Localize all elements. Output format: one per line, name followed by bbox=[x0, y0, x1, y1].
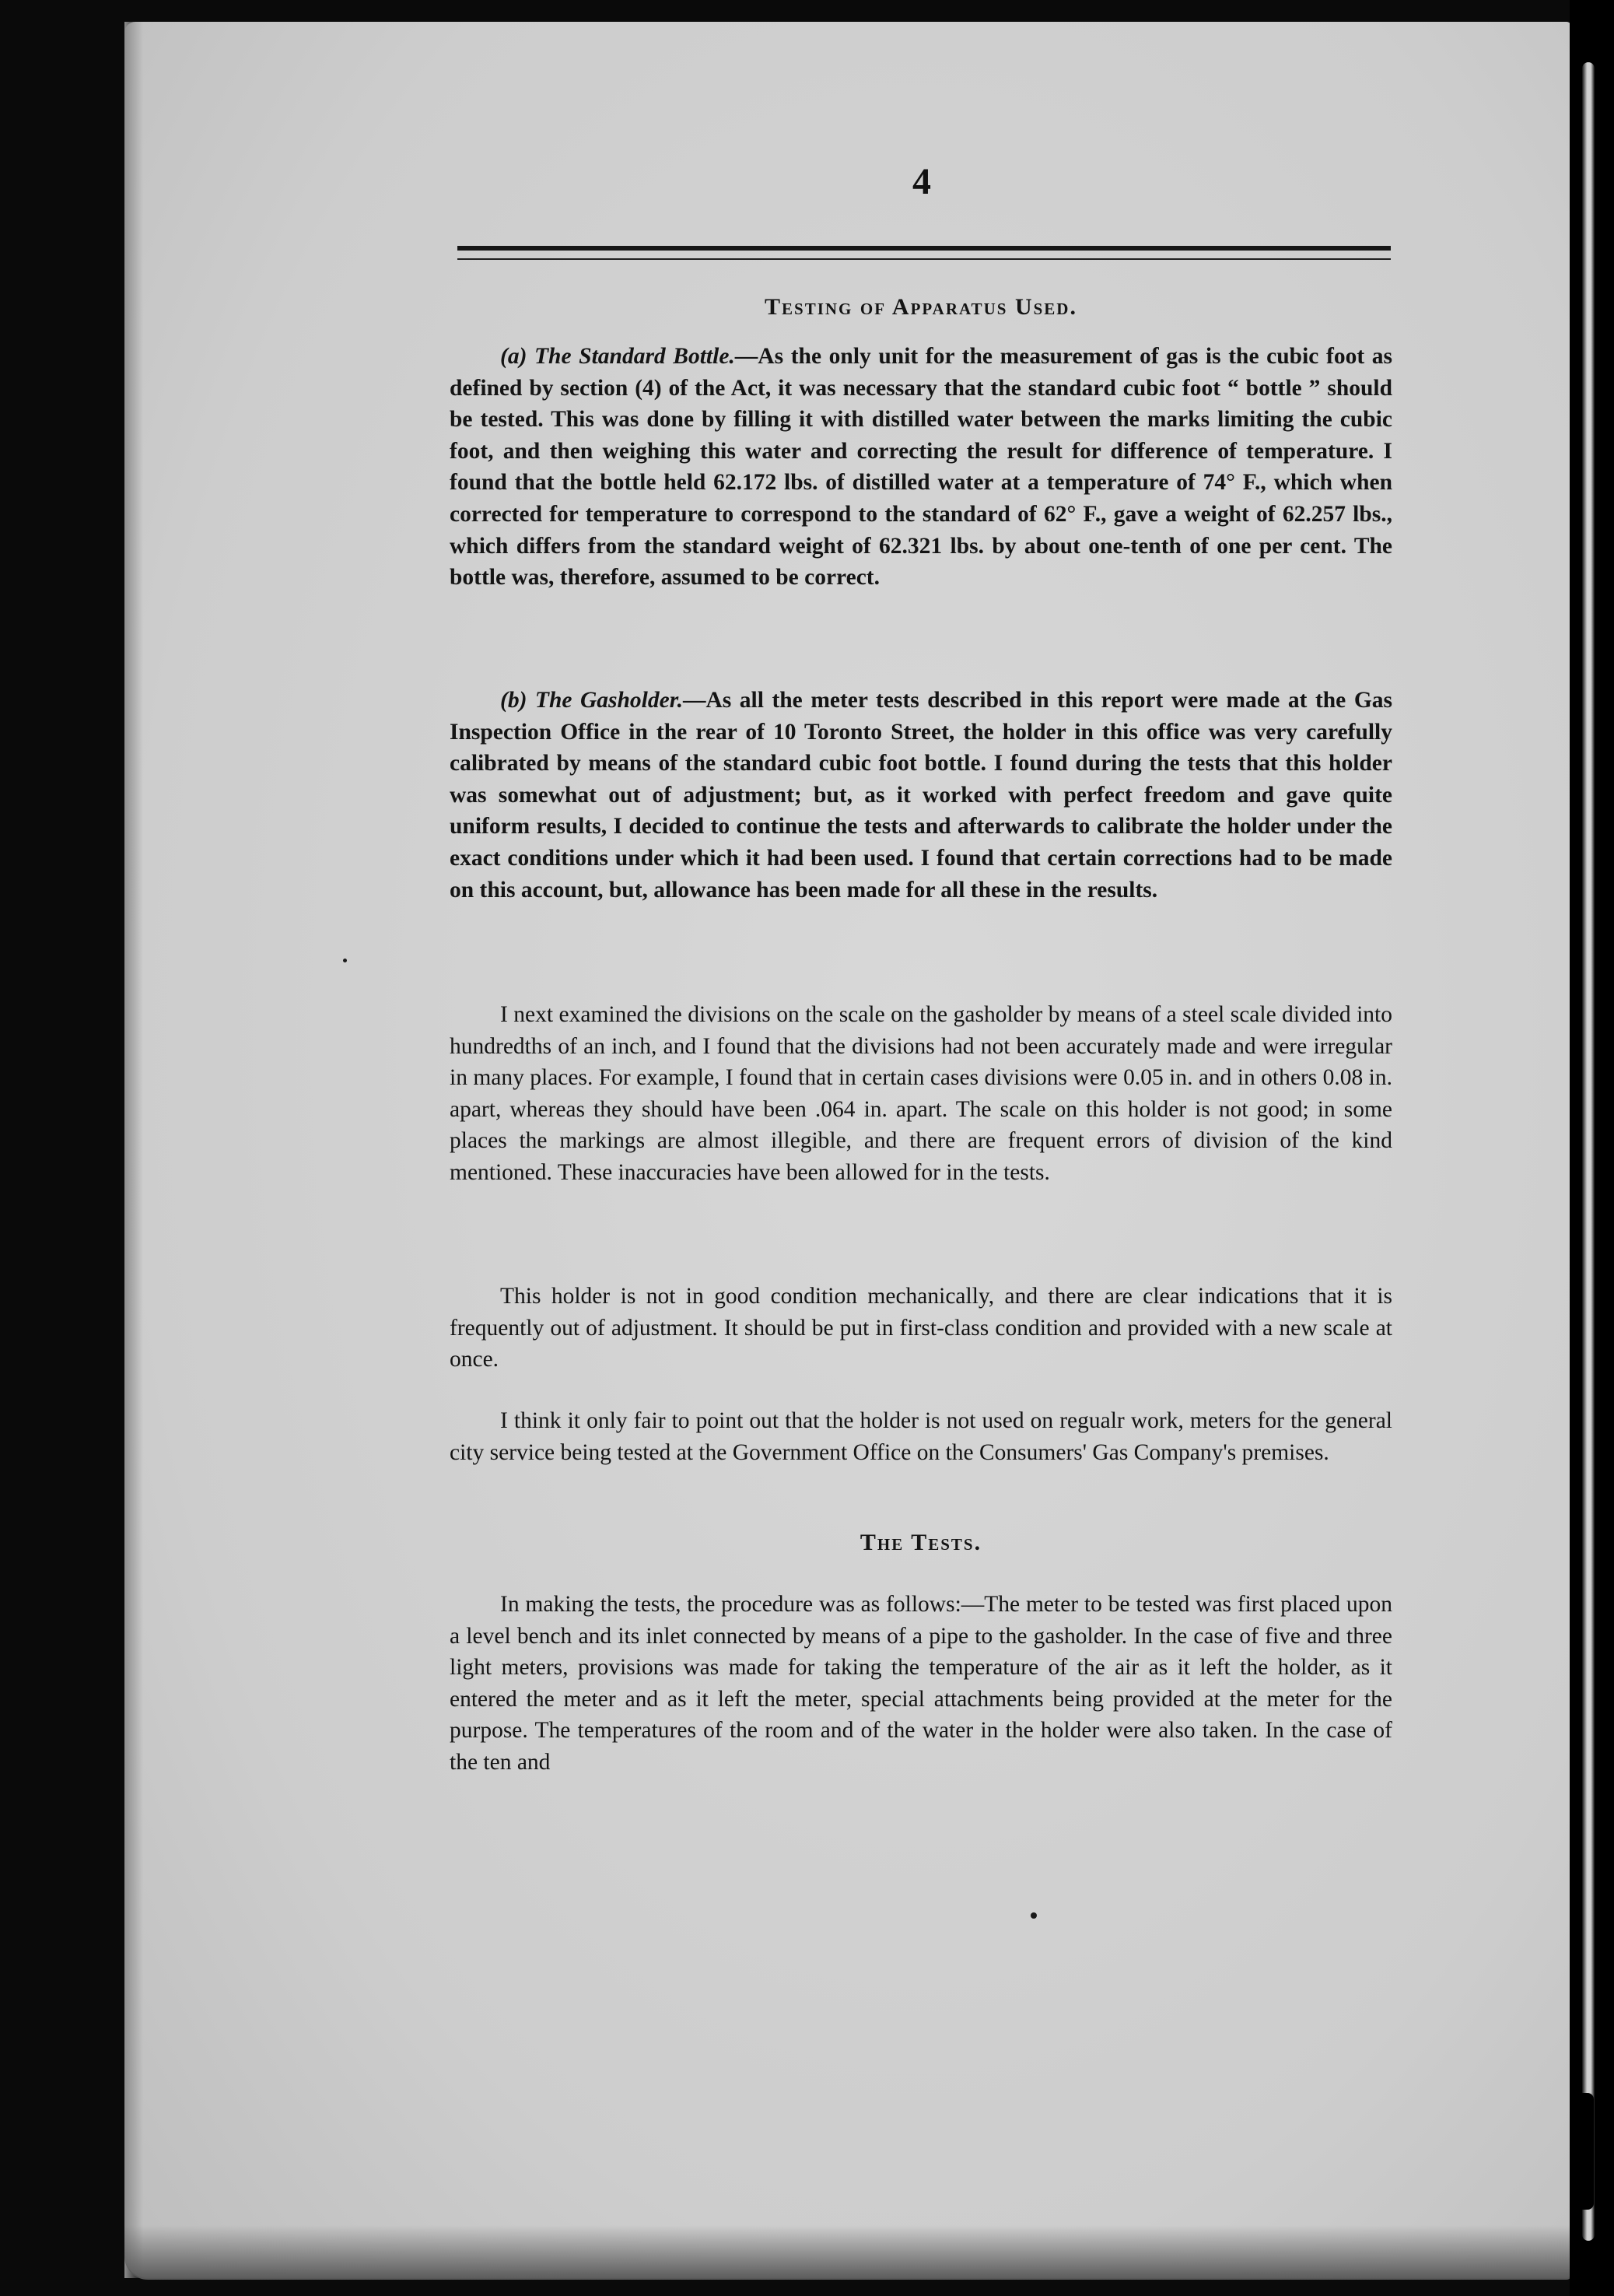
paragraph-lead: (a) The Standard Bottle. bbox=[500, 344, 735, 369]
section-heading-apparatus: Testing of Apparatus Used. bbox=[765, 294, 1077, 320]
header-rule-thick bbox=[457, 246, 1391, 251]
ink-speck bbox=[1031, 1912, 1037, 1919]
paragraph-procedure bbox=[450, 1589, 1392, 1779]
section-heading-tests: The Tests. bbox=[860, 1530, 982, 1555]
ink-speck bbox=[343, 959, 347, 962]
header-rule-thin bbox=[457, 258, 1391, 260]
paragraph-text: —As the only unit for the measurement of gas is the cubic foot as defined by section (4) of the Act, it was necessary that the standard cubic foot “ bottle ” should be tested. This was done by filling it with distilled water between the marks limiting the cubic foot, and then weighing this water and correcting the result for difference of temperature. I found that the bottle held 62.172 lbs. of distilled water at a temperature of 74° F., which when corrected for temperature to correspond to the standard of 62° F., gave a weight of 62.257 lbs., which differs from the standard weight of 62.321 lbs. by about one-tenth of one per cent. The bottle was, therefore, assumed to be correct. bbox=[450, 344, 1393, 591]
paragraph-standard-bottle bbox=[450, 341, 1392, 594]
adjacent-page-edge bbox=[1582, 62, 1595, 2241]
paragraph-holder-condition bbox=[450, 1281, 1392, 1376]
paragraph-gasholder bbox=[450, 685, 1392, 906]
paragraph-holder-usage bbox=[450, 1405, 1392, 1468]
paragraph-text: This holder is not in good condition mechanically, and there are clear indications that it is frequently out of adjustment. It should be put in first-class condition and provided with a new scale at once. bbox=[450, 1284, 1392, 1372]
page-clip-mark bbox=[1577, 2093, 1594, 2210]
paper-left-edge-shadow bbox=[124, 22, 143, 2278]
paragraph-lead: (b) The Gasholder. bbox=[500, 688, 683, 713]
paragraph-scale-examination bbox=[450, 999, 1392, 1189]
paragraph-text: In making the tests, the procedure was as follows:—The meter to be tested was first placed upon a level bench and its inlet connected by means of a pipe to the gasholder. In the case of five and three light meters, provisions was made for taking the temperature of the air as it left the holder, as it entered the meter and as it left the meter, special attachments being provided at the meter for the purpose. The temperatures of the room and of the water in the holder were also taken. In the case of the ten and bbox=[450, 1592, 1392, 1775]
paragraph-text: I think it only fair to point out that the holder is not used on regualr work, meters for the general city service being tested at the Government Office on the Consumers' Gas Company's premises. bbox=[450, 1408, 1392, 1465]
paper-bottom-shadow bbox=[124, 2225, 1571, 2280]
paragraph-text: —As all the meter tests described in this report were made at the Gas Inspection Office in the rear of 10 Toronto Street, the holder in this office was very carefully calibrated by means of the standard cubic foot bottle. I found during the tests that this holder was somewhat out of adjustment; but, as it worked with perfect freedom and gave quite uniform results, I decided to continue the tests and afterwards to calibrate the holder under the exact conditions under which it had been used. I found that certain corrections had to be made on this account, but, allowance has been made for all these in the results. bbox=[450, 688, 1392, 903]
page-number: 4 bbox=[912, 161, 931, 202]
paragraph-text: I next examined the divisions on the scale on the gasholder by means of a steel scale divided into hundredths of an inch, and I found that the divisions had not been accurately made and were irregular in many places. For example, I found that in certain cases divisions were 0.05 in. and in others 0.08 in. apart, whereas they should have been .064 in. apart. The scale on this holder is not good; in some places the markings are almost illegible, and there are frequent errors of division of the kind mentioned. These inaccuracies have been allowed for in the tests. bbox=[450, 1002, 1392, 1185]
